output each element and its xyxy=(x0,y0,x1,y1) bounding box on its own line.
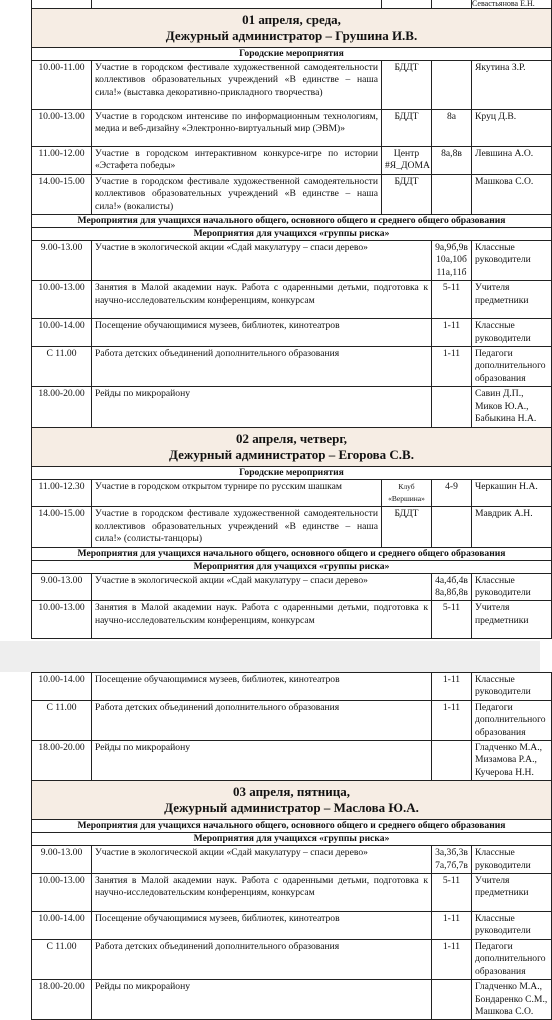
section-header-school: Мероприятия для учащихся начального общего, основного общего и среднего общего образования xyxy=(32,820,552,833)
row-time: 10.00-13.00 xyxy=(32,110,92,147)
row-place: БДДТ xyxy=(382,507,432,547)
row-class xyxy=(432,741,472,781)
row-time: 10.00-13.00 xyxy=(32,281,92,319)
table-row xyxy=(32,980,552,1020)
row-class: 8а,8в xyxy=(432,147,472,175)
row-responsible: Классные руководители xyxy=(472,912,552,940)
row-description: Участие в городском интерактивном конкурсе-игре по истории «Эстафета победы» xyxy=(92,147,382,175)
row-place: Клуб «Вершина» xyxy=(382,479,432,507)
table-row xyxy=(32,507,552,547)
row-class: 5-11 xyxy=(432,281,472,319)
row-time: 10.00-13.00 xyxy=(32,874,92,912)
row-description: Работа детских объединений дополнительного образования xyxy=(92,347,432,387)
row-time: 10.00-14.00 xyxy=(32,319,92,347)
row-place: БДДТ xyxy=(382,61,432,110)
row-responsible: Учителя предметники xyxy=(472,874,552,912)
row-description: Посещение обучающимися музеев, библиотек, кинотеатров xyxy=(92,673,432,701)
table-row xyxy=(32,387,552,427)
table-row xyxy=(32,601,552,639)
row-time: 18.00-20.00 xyxy=(32,980,92,1020)
table-row xyxy=(32,573,552,601)
section-header-city: Городские мероприятия xyxy=(32,466,552,479)
row-responsible: Педагоги дополнительного образования xyxy=(472,700,552,740)
row-time: 14.00-15.00 xyxy=(32,174,92,214)
row-description: Участие в экологической акции «Сдай макулатуру – спаси дерево» xyxy=(92,573,432,601)
day-admin: Дежурный администратор – Егорова С.В. xyxy=(169,446,414,462)
row-description: Посещение обучающимися музеев, библиотек, кинотеатров xyxy=(92,912,432,940)
table-row xyxy=(32,281,552,319)
row-class: 9а,9б,9в 10а,10б 11а,11б xyxy=(432,241,472,281)
table-row xyxy=(32,479,552,507)
row-class xyxy=(432,980,472,1020)
day-admin: Дежурный администратор – Маслова Ю.А. xyxy=(164,800,419,816)
section-header-risk: Мероприятия для учащихся «группы риска» xyxy=(32,228,552,241)
table-row xyxy=(32,347,552,387)
day-admin: Дежурный администратор – Грушина И.В. xyxy=(165,28,418,43)
row-description: Участие в экологической акции «Сдай макулатуру – спаси дерево» xyxy=(92,846,432,874)
table-row xyxy=(32,174,552,214)
section-header-school: Мероприятия для учащихся начального общего, основного общего и среднего общего образования xyxy=(32,547,552,560)
table-row xyxy=(32,741,552,781)
row-time: 10.00-14.00 xyxy=(32,673,92,701)
top-fragment-text: Севастьянова Е.Н. xyxy=(472,0,552,9)
row-class xyxy=(432,174,472,214)
row-description: Работа детских объединений дополнительного образования xyxy=(92,700,432,740)
row-class: 8а xyxy=(432,110,472,147)
row-responsible: Педагоги дополнительного образования xyxy=(472,347,552,387)
day-header xyxy=(32,781,552,820)
row-time: 18.00-20.00 xyxy=(32,741,92,781)
schedule-table-page-2 xyxy=(31,672,552,1020)
row-class xyxy=(432,387,472,427)
schedule-table-page-1 xyxy=(31,0,552,639)
row-responsible: Классные руководители xyxy=(472,241,552,281)
row-class: 4-9 xyxy=(432,479,472,507)
row-class xyxy=(432,507,472,547)
row-time: 10.00-14.00 xyxy=(32,912,92,940)
row-responsible: Классные руководители xyxy=(472,573,552,601)
day-date: 01 апреля, среда, xyxy=(242,12,341,27)
table-row xyxy=(32,319,552,347)
row-description: Участие в городском фестивале художественной самодеятельности коллективов образовательных учреждений «В единстве – наша сила!» (солисты-танцоры) xyxy=(92,507,382,547)
row-place: БДДТ xyxy=(382,110,432,147)
section-header-city: Городские мероприятия xyxy=(32,48,552,61)
row-time: 10.00-13.00 xyxy=(32,601,92,639)
row-responsible: Педагоги дополнительного образования xyxy=(472,939,552,979)
row-class xyxy=(432,61,472,110)
table-row xyxy=(32,61,552,110)
row-time: 11.00-12.00 xyxy=(32,147,92,175)
row-responsible: Машкова С.О. xyxy=(472,174,552,214)
row-responsible: Левшина А.О. xyxy=(472,147,552,175)
table-row xyxy=(32,110,552,147)
table-row xyxy=(32,700,552,740)
row-description: Участие в городском фестивале художественной самодеятельности коллективов образовательных учреждений «В единстве – наша сила!» (выставка декоративно-прикладного творчества) xyxy=(92,61,382,110)
row-description: Рейды по микрорайону xyxy=(92,980,432,1020)
row-time: С 11.00 xyxy=(32,700,92,740)
table-row xyxy=(32,241,552,281)
row-time: 18.00-20.00 xyxy=(32,387,92,427)
row-time: С 11.00 xyxy=(32,347,92,387)
table-row xyxy=(32,846,552,874)
row-description: Работа детских объединений дополнительного образования xyxy=(92,939,432,979)
row-time: 10.00-11.00 xyxy=(32,61,92,110)
row-time: 9.00-13.00 xyxy=(32,846,92,874)
row-description: Участие в городском интенсиве по информационным технологиям, медиа и веб-дизайну «Электронно-виртуальный мир (ЭВМ)» xyxy=(92,110,382,147)
table-row xyxy=(32,874,552,912)
row-responsible: Мавдрик А.Н. xyxy=(472,507,552,547)
row-class: 3а,3б,3в 7а,7б,7в xyxy=(432,846,472,874)
row-responsible: Черкашин Н.А. xyxy=(472,479,552,507)
day-date: 02 апреля, четверг, xyxy=(235,430,348,446)
row-place: БДДТ xyxy=(382,174,432,214)
day-header xyxy=(32,9,552,48)
row-description: Участие в городском фестивале художественной самодеятельности коллективов образовательных учреждений «В единстве – наша сила!» (вокалисты) xyxy=(92,174,382,214)
row-class: 1-11 xyxy=(432,939,472,979)
row-time: 14.00-15.00 xyxy=(32,507,92,547)
row-place: Центр #Я_ДОМА xyxy=(382,147,432,175)
row-description: Рейды по микрорайону xyxy=(92,387,432,427)
row-responsible: Классные руководители xyxy=(472,846,552,874)
table-row xyxy=(32,939,552,979)
row-description: Рейды по микрорайону xyxy=(92,741,432,781)
table-row xyxy=(32,673,552,701)
row-responsible: Учителя предметники xyxy=(472,281,552,319)
row-description: Занятия в Малой академии наук. Работа с одаренными детьми, подготовка к научно-исследовательским конференциям, конкурсам xyxy=(92,874,432,912)
section-header-risk: Мероприятия для учащихся «группы риска» xyxy=(32,833,552,846)
row-responsible: Гладченко М.А., Мизамова Р.А., Кучерова Н.Н. xyxy=(472,741,552,781)
row-description: Занятия в Малой академии наук. Работа с одаренными детьми, подготовка к научно-исследовательским конференциям, конкурсам xyxy=(92,601,432,639)
row-responsible: Гладченко М.А., Бондаренко С.М., Машкова С.О. xyxy=(472,980,552,1020)
row-responsible: Савин Д.П., Миков Ю.А., Бабыкина Н.А. xyxy=(472,387,552,427)
row-description: Занятия в Малой академии наук. Работа с одаренными детьми, подготовка к научно-исследовательским конференциям, конкурсам xyxy=(92,281,432,319)
row-class: 5-11 xyxy=(432,874,472,912)
row-responsible: Круц Д.В. xyxy=(472,110,552,147)
row-responsible: Учителя предметники xyxy=(472,601,552,639)
row-time: 9.00-13.00 xyxy=(32,241,92,281)
table-row xyxy=(32,147,552,175)
day-date: 03 апреля, пятница, xyxy=(232,784,351,800)
row-time: 9.00-13.00 xyxy=(32,573,92,601)
row-description: Участие в городском открытом турнире по русским шашкам xyxy=(92,479,382,507)
document-page-2 xyxy=(0,672,548,1017)
day-header xyxy=(32,427,552,466)
row-class: 1-11 xyxy=(432,700,472,740)
row-class: 1-11 xyxy=(432,319,472,347)
table-row xyxy=(32,912,552,940)
row-responsible: Классные руководители xyxy=(472,673,552,701)
row-responsible: Якутина З.Р. xyxy=(472,61,552,110)
top-fragment-row xyxy=(32,0,552,9)
row-responsible: Классные руководители xyxy=(472,319,552,347)
row-time: 11.00-12.30 xyxy=(32,479,92,507)
row-class: 1-11 xyxy=(432,347,472,387)
row-class: 1-11 xyxy=(432,912,472,940)
section-header-risk: Мероприятия для учащихся «группы риска» xyxy=(32,560,552,573)
page-separator xyxy=(0,641,540,672)
section-header-school: Мероприятия для учащихся начального общего, основного общего и среднего общего образования xyxy=(32,215,552,228)
row-time: С 11.00 xyxy=(32,939,92,979)
row-description: Участие в экологической акции «Сдай макулатуру – спаси дерево» xyxy=(92,241,432,281)
row-class: 5-11 xyxy=(432,601,472,639)
row-description: Посещение обучающимися музеев, библиотек, кинотеатров xyxy=(92,319,432,347)
row-class: 4а,4б,4в 8а,8б,8в xyxy=(432,573,472,601)
row-class: 1-11 xyxy=(432,673,472,701)
